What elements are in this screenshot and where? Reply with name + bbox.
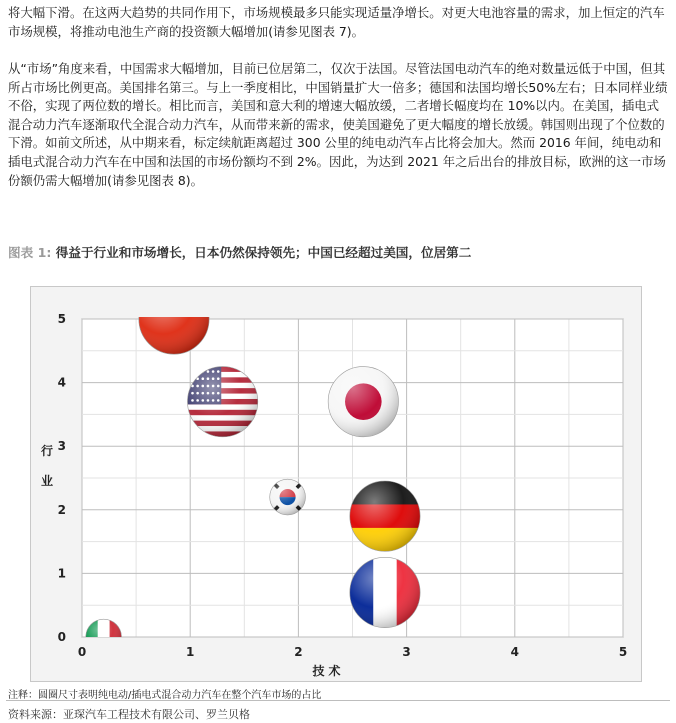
x-tick-label: 2	[294, 645, 303, 659]
y-tick-label: 1	[57, 566, 66, 581]
figure-label: 图表 1:	[8, 245, 52, 260]
bubble-italy-flag	[86, 619, 122, 655]
source-line: 资料来源：亚琛汽车工程技术有限公司、罗兰贝格	[8, 708, 250, 721]
x-tick-label: 3	[402, 645, 411, 659]
bubble-usa-flag	[187, 367, 257, 438]
y-axis-label-char: 行	[40, 444, 54, 458]
chart-panel	[30, 286, 642, 682]
bubble-china-flag	[139, 287, 209, 354]
bubble-germany-flag	[350, 481, 420, 551]
bubble-shading	[350, 557, 420, 627]
x-tick-label: 1	[186, 645, 195, 659]
divider	[6, 700, 670, 701]
y-axis-label	[41, 443, 53, 488]
y-tick-label: 4	[57, 375, 66, 390]
bubble-korea-flag	[270, 479, 306, 515]
y-axis-label-char: 业	[40, 474, 54, 488]
body-paragraph-1: 将大幅下滑。在这两大趋势的共同作用下，市场规模最多只能实现适量净增长。对更大电池容量的需求，加上恒定的汽车市场规模，将推动电池生产商的投资额大幅增加(请参见图表 7)。	[8, 5, 665, 39]
bubble-france-flag	[350, 557, 420, 627]
bubble-shading	[187, 367, 257, 437]
x-tick-label: 4	[510, 645, 519, 659]
y-tick-label: 2	[57, 502, 66, 517]
body-paragraph-2: 从“市场”角度来看，中国需求大幅增加，目前已位居第二，仅次于法国。尽管法国电动汽车的绝对数量远低于中国，但其所占市场比例更高。美国排名第三。与上一季度相比，中国销量扩大一倍多；德国和法国均增长50%左右；日本同样业绩不俗，实现了两位数的增长。相比而言，美国和意大利的增速大幅放缓，二者增长幅度均在 10%以内。在美国，插电式混合动力汽车逐渐取代全混合动力汽车，从而带来新的需求，使美国避免了更大幅度的增长放缓。韩国则出现了个位数的下滑。如前文所述，从中期来看，标定续航距离超过 300 公里的纯电动汽车占比将会加大。然而 2016 年间，纯电动和插电式混合动力汽车在中国和法国的市场份额均不到 2%。因此，为达到 2021 年之后出台的排放目标，欧洲的这一市场份额仍需大幅增加(请参见图表 8)。	[8, 61, 668, 188]
bubble-chart	[31, 287, 641, 681]
figure-caption: 得益于行业和市场增长，日本仍然保持领先；中国已经超过美国，位居第二	[55, 245, 472, 260]
bubble-japan-flag	[328, 367, 398, 437]
y-tick-label: 5	[57, 312, 66, 326]
y-tick-label: 0	[57, 630, 66, 644]
bubble-shading	[328, 367, 398, 437]
figure-title	[8, 242, 471, 261]
flag-star	[153, 298, 164, 309]
bubble-shading	[350, 481, 420, 551]
x-tick-label: 0	[77, 645, 87, 659]
y-tick-label: 3	[57, 439, 66, 454]
x-tick-label: 5	[618, 645, 628, 659]
chart-note: 注释：圆圈尺寸表明纯电动/插电式混合动力汽车在整个汽车市场的占比	[8, 690, 322, 701]
x-axis-label: 技术	[312, 664, 345, 678]
